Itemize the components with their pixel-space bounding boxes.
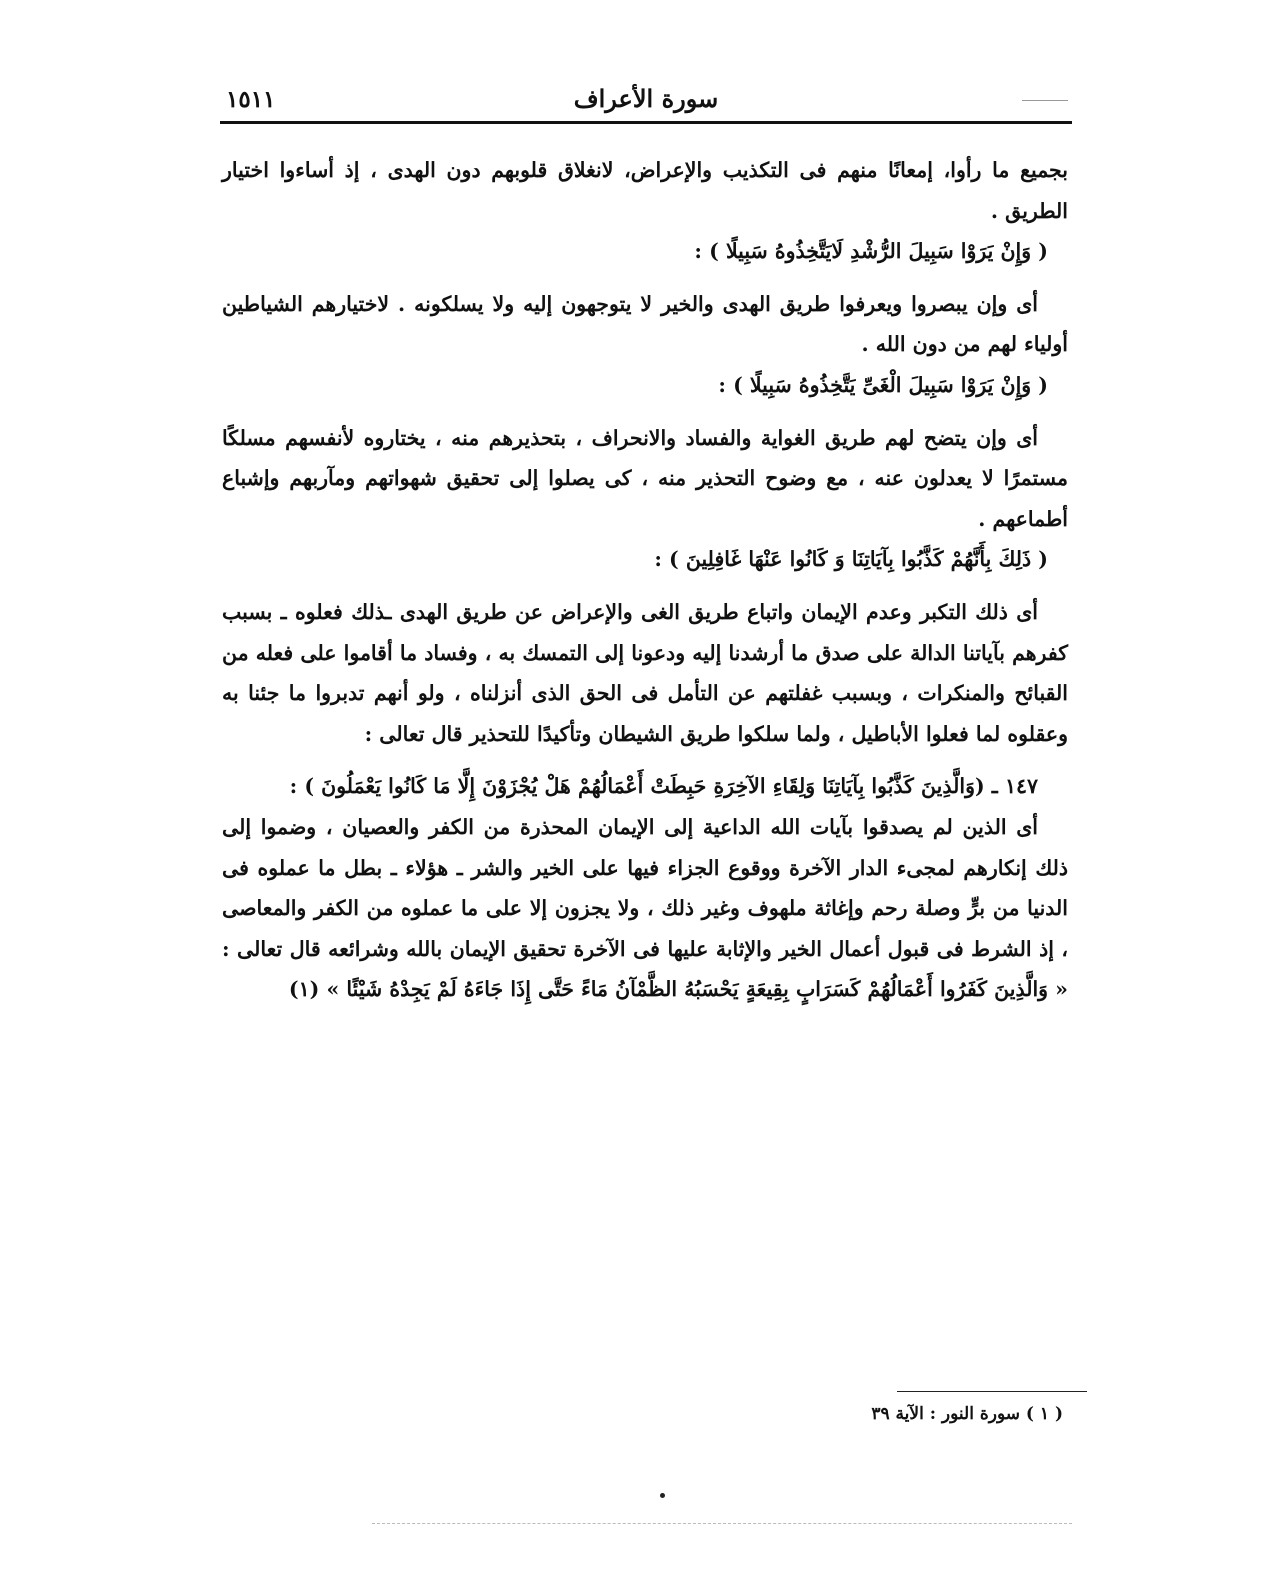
scan-speck (660, 1493, 665, 1498)
paragraph: بجميع ما رأوا، إمعانًا منهم فى التكذيب والإعراض، لانغلاق قلوبهم دون الهدى ، إذ أساءوا اختيار الطريق . (222, 158, 1068, 223)
verse-quote: ( وَإِنْ يَرَوْا سَبِيلَ الْغَىِّ يَتَّخِذُوهُ سَبِيلًا ) : (718, 372, 1048, 397)
paragraph: أى الذين لم يصدقوا بآيات الله الداعية إلى الإيمان المحذرة من الكفر والعصيان ، وضموا إلى ذلك إنكارهم لمجىء الدار الآخرة ووقوع الجزاء فيها على الخير والشر ـ هؤلاء ـ بطل ما عملوه فى الدنيا من برٍّ وصلة رحم وإغاثة ملهوف وغير ذلك ، ولا يجزون إلا على ما عملوه من الكفر والمعاصى ، إذ الشرط فى قبول أعمال الخير والإثابة عليها فى الآخرة تحقيق الإيمان بالله وشرائعه قال تعالى : « وَالَّذِينَ كَفَرُوا أَعْمَالُهُمْ كَسَرَابٍ بِقِيعَةٍ يَحْسَبُهُ الظَّمْآنُ مَاءً حَتَّى إِذَا جَاءَهُ لَمْ يَجِدْهُ شَيْئًا » (١) (222, 814, 1068, 1002)
footnote-rule (897, 1391, 1087, 1392)
paragraph: أى وإن يتضح لهم طريق الغواية والفساد والانحراف ، بتحذيرهم منه ، يختاروه لأنفسهم مسلكًا مستمرًا لا يعدلون عنه ، مع وضوح التحذير منه ، كى يصلوا إلى تحقيق شهواتهم ومآربهم وإشباع أطماعهم . (222, 425, 1068, 531)
surah-title: سورة الأعراف (573, 84, 719, 113)
verse-quote: ( ذَلِكَ بِأَنَّهُمْ كَذَّبُوا بِآيَاتِنَا وَ كَانُوا عَنْهَا غَافِلِينَ ) : (654, 547, 1048, 572)
scan-edge (372, 1523, 1072, 1524)
header-rule (220, 121, 1072, 124)
footnote: ( ١ ) سورة النور : الآية ٣٩ (871, 1404, 1063, 1424)
page-number: ١٥١١ (226, 86, 276, 113)
verse-quote: ( وَإِنْ يَرَوْا سَبِيلَ الرُّشْدِ لَايَتَّخِذُوهُ سَبِيلًا ) : (694, 239, 1048, 264)
header-mark (1022, 100, 1068, 101)
page-body (222, 150, 1068, 1010)
paragraph: أى وإن يبصروا ويعرفوا طريق الهدى والخير لا يتوجهون إليه ولا يسلكونه . لاختيارهم الشياطين أولياء لهم من دون الله . (222, 291, 1068, 357)
page-header (220, 78, 1072, 118)
paragraph: أى ذلك التكبر وعدم الإيمان واتباع طريق الغى والإعراض عن طريق الهدى ـذلك فعلوه ـ بسبب كفرهم بآياتنا الدالة على صدق ما أرشدنا إليه ودعونا إلى التمسك به ، وفساد ما أقاموا على فعله من القبائح والمنكرات ، وبسبب غفلتهم عن التأمل فى الحق الذى أنزلناه ، ولو أنهم تدبروا ما جئنا به وعقلوه لما فعلوا الأباطيل ، ولما سلكوا طريق الشيطان وتأكيدًا للتحذير قال تعالى : (222, 599, 1068, 746)
verse-147: ١٤٧ ـ (وَالَّذِينَ كَذَّبُوا بِآيَاتِنَا وَلِقَاءِ الآخِرَةِ حَبِطَتْ أَعْمَالُهُمْ هَلْ يُجْزَوْنَ إِلَّا مَا كَانُوا يَعْمَلُونَ ) : (289, 774, 1038, 799)
